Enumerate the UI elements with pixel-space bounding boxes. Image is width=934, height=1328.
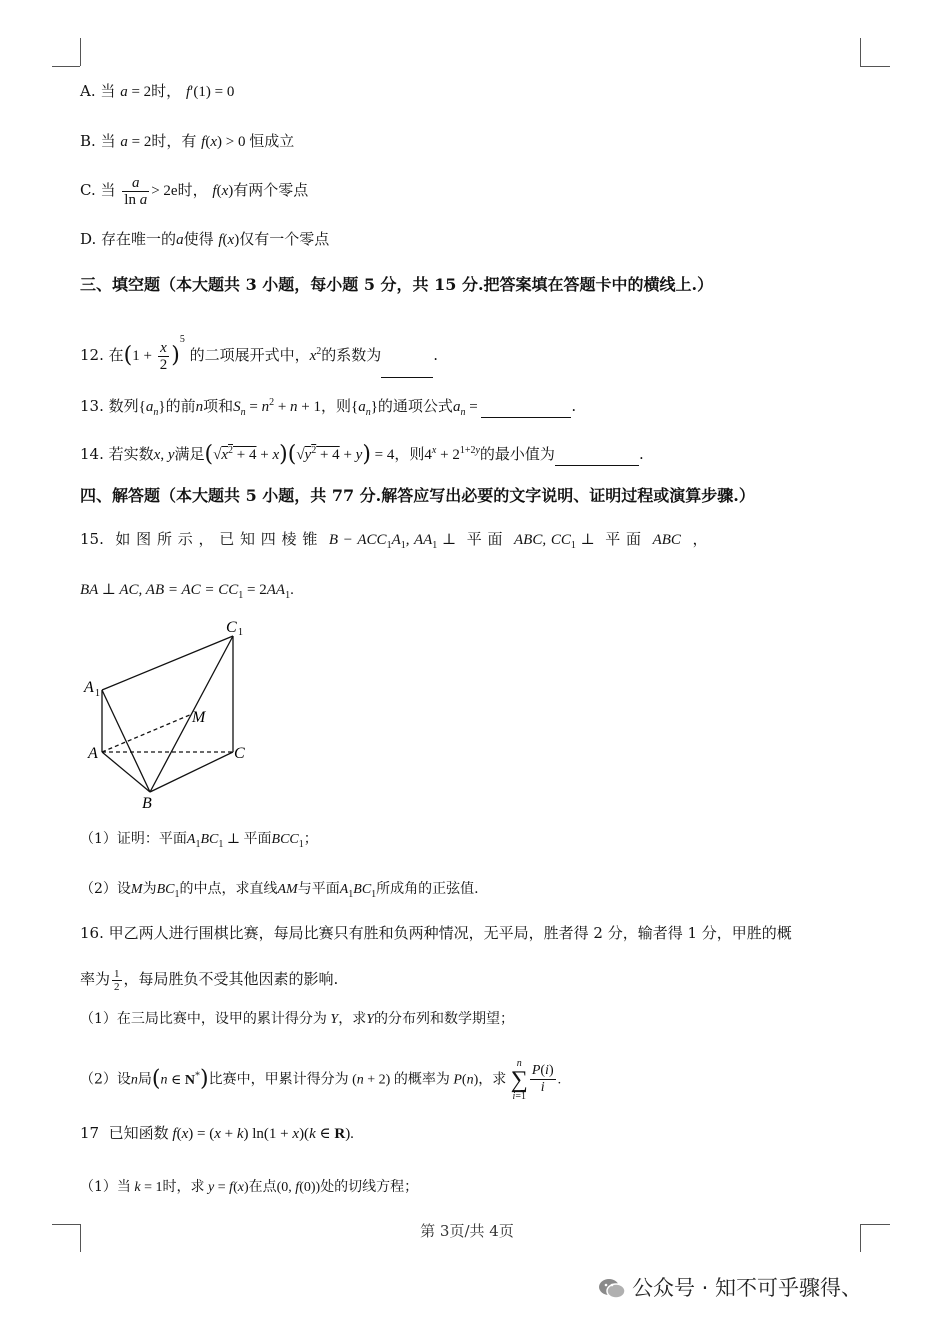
edge-a-b [102,752,150,792]
question-16-part-2: （2）设n局(n ∈ N*)比赛中，甲累计得分为 (n + 2) 的概率为 P(n)，求 n ∑ i=1 $\frac{P(i)}{i}$ . [80,1057,562,1102]
option-a: A. 当 a = 2时， f′(1) = 0 [80,82,235,100]
question-13: 13. 数列$\{a_n\}$的前n项和$S_n = n^2 + n + 1$，则$\{a_n\}$的通项公式$a_n$ = . [80,397,577,418]
question-15-part-1: （1）证明：平面$A_1BC_1$ ⊥ 平面$BCC_1$； [80,831,318,850]
question-17-part-1: （1）当 k = 1时，求 y = f(x)在点(0, f(0))处的切线方程； [80,1179,419,1195]
math-fprime: f [185,84,191,100]
section-4-heading: 四、解答题（本大题共 5 小题，共 77 分.解答应写出必要的文字说明、证明过程或演算步骤.） [80,486,755,505]
label-b: B [142,795,152,812]
label-c: C [234,745,245,762]
edge-a1-b [102,690,150,792]
question-12: 12. 在(1 + $\frac{x}{2}$ )$^5$ 的二项展开式中，$x^2$的系数为 . [80,318,438,378]
crop-mark-top-left [80,38,81,66]
fraction-a-over-ln-a: $\frac{a}{\text{ln a}}$ [124,174,148,208]
wechat-watermark [598,1272,862,1302]
label-c1-sub: 1 [238,627,243,638]
q12-answer-blank[interactable] [381,333,433,378]
label-c1: C [226,619,237,636]
question-14: 14. 若实数x, y满足$(√x^2 + 4 + x)(√y^2 + 4 + y) = 4$，则$4^x + 2^{1+2y}$的最小值为 . [80,442,644,467]
question-16-line-1: 16. 甲乙两人进行围棋比赛，每局比赛只有胜和负两种情况，无平局，胜者得 2 分，输者得 1 分，甲胜的概 [80,924,792,942]
question-16-line-2: 率为 $\frac{1}{2}$ ，每局胜负不受其他因素的影响. [80,967,339,993]
crop-mark-top-left-h [52,66,80,67]
label-m: M [192,709,206,726]
math-a-eq-2: a [120,84,128,100]
option-d: D. 存在唯一的a使得 f(x)仅有一个零点 [80,230,330,248]
option-a-label: A. [80,82,96,100]
question-15-line-2: BA ⊥ AC, AB = AC = $CC_1 = 2AA_1$. [80,582,294,601]
question-15-line-1: 15. 如 图 所 示 ， 已 知 四 棱 锥 $B - ACC_1A_1$, $AA_1$ ⊥ 平 面 ABC, $CC_1$ ⊥ 平 面 ABC ， [80,530,708,551]
pyramid-figure [78,612,258,812]
option-c: C. 当 $\frac{a}{\text{ln a}}$ > 2e时， f(x)有两个零点 [80,174,309,208]
label-a: A [88,745,98,762]
page-footer: 第 3页/共 4页 [420,1222,514,1240]
question-15-part-2: （2）设M为$BC_1$的中点，求直线AM与平面$A_1BC_1$所成角的正弦值. [80,881,479,900]
option-c-label: C. [80,181,96,199]
option-b-label: B. [80,132,96,150]
question-16-part-1: （1）在三局比赛中，设甲的累计得分为 Y，求Y的分布列和数学期望； [80,1011,514,1027]
q13-answer-blank[interactable] [481,395,571,418]
label-a1-sub: 1 [95,688,100,699]
edge-b-c [150,752,233,792]
option-d-label: D. [80,230,97,248]
crop-mark-top-right [860,38,861,66]
wechat-icon [598,1277,626,1301]
option-b: B. 当 a = 2时，有 f(x) > 0 恒成立 [80,132,295,150]
wechat-watermark-text: 公众号 · 知不可乎骤得、 [632,1276,863,1300]
crop-mark-top-right-h [860,66,890,67]
question-17: 17 已知函数 f(x) = (x + k) ln(1 + x)(k ∈ R). [80,1124,354,1142]
section-3-heading: 三、填空题（本大题共 3 小题，每小题 5 分，共 15 分.把答案填在答题卡中的横线上.） [80,275,714,294]
edge-a1-c1 [102,636,233,690]
label-a1: A [84,679,94,696]
q14-answer-blank[interactable] [555,443,639,466]
